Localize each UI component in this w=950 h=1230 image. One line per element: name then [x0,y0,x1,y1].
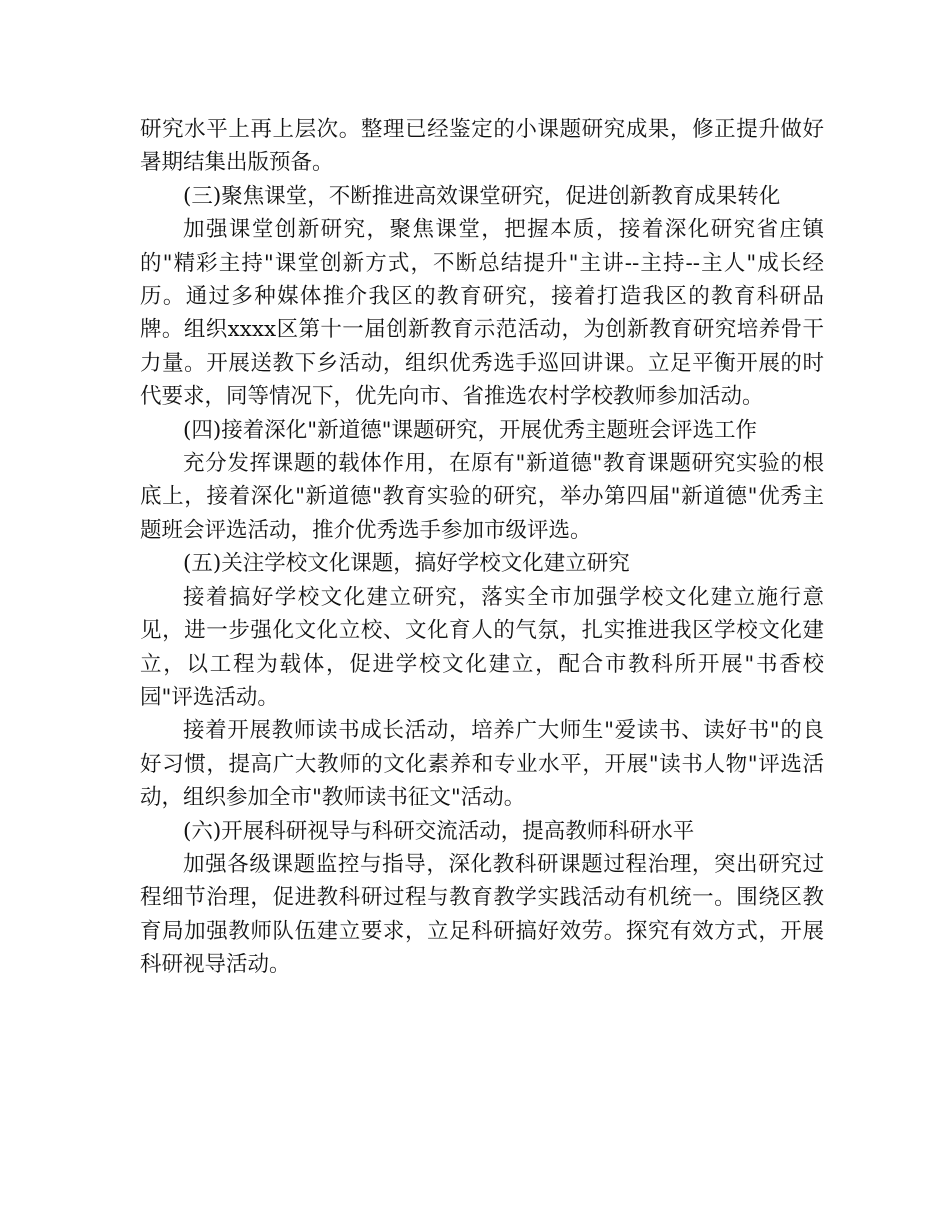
document-body [140,113,824,982]
paragraph: 接着开展教师读书成长活动，培养广大师生"爱读书、读好书"的良好习惯，提高广大教师的文化素养和专业水平，开展"读书人物"评选活动，组织参加全市"教师读书征文"活动。 [140,718,825,811]
paragraph: 加强各级课题监控与指导，深化教科研课题过程治理，突出研究过程细节治理，促进教科研过程与教育教学实践活动有机统一。围绕区教育局加强教师队伍建立要求，立足科研搞好效劳。探究有效方式，开展科研视导活动。 [140,851,824,978]
section-heading-3: (三)聚焦课堂，不断推进高效课堂研究，促进创新教育成果转化 [183,183,781,209]
paragraph: 充分发挥课题的载体作用，在原有"新道德"教育课题研究实验的根底上，接着深化"新道德"教育实验的研究，举办第四届"新道德"优秀主题班会评选活动，推介优秀选手参加市级评选。 [140,451,825,543]
section-heading-6: (六)开展科研视导与科研交流活动，提高教师科研水平 [183,818,695,844]
section-heading-5: (五)关注学校文化课题，搞好学校文化建立研究 [183,551,630,577]
paragraph: 接着搞好学校文化建立研究，落实全市加强学校文化建立施行意见，进一步强化文化立校、文化育人的气氛，扎实推进我区学校文化建立，以工程为载体，促进学校文化建立，配合市教科所开展"书香校园"评选活动。 [140,584,824,710]
section-heading-4: (四)接着深化"新道德"课题研究，开展优秀主题班会评选工作 [183,417,758,443]
paragraph-continuation: 研究水平上再上层次。整理已经鉴定的小课题研究成果，修正提升做好暑期结集出版预备。 [140,117,824,176]
paragraph: 加强课堂创新研究，聚焦课堂，把握本质，接着深化研究省庄镇的"精彩主持"课堂创新方式，不断总结提升"主讲--主持--主人"成长经历。通过多种媒体推介我区的教育研究，接着打造我区的教育科研品牌。组织xxxx区第十一届创新教育示范活动，为创新教育研究培养骨干力量。开展送教下乡活动，组织优秀选手巡回讲课。立足平衡开展的时代要求，同等情况下，优先向市、省推选农村学校教师参加活动。 [140,217,824,410]
